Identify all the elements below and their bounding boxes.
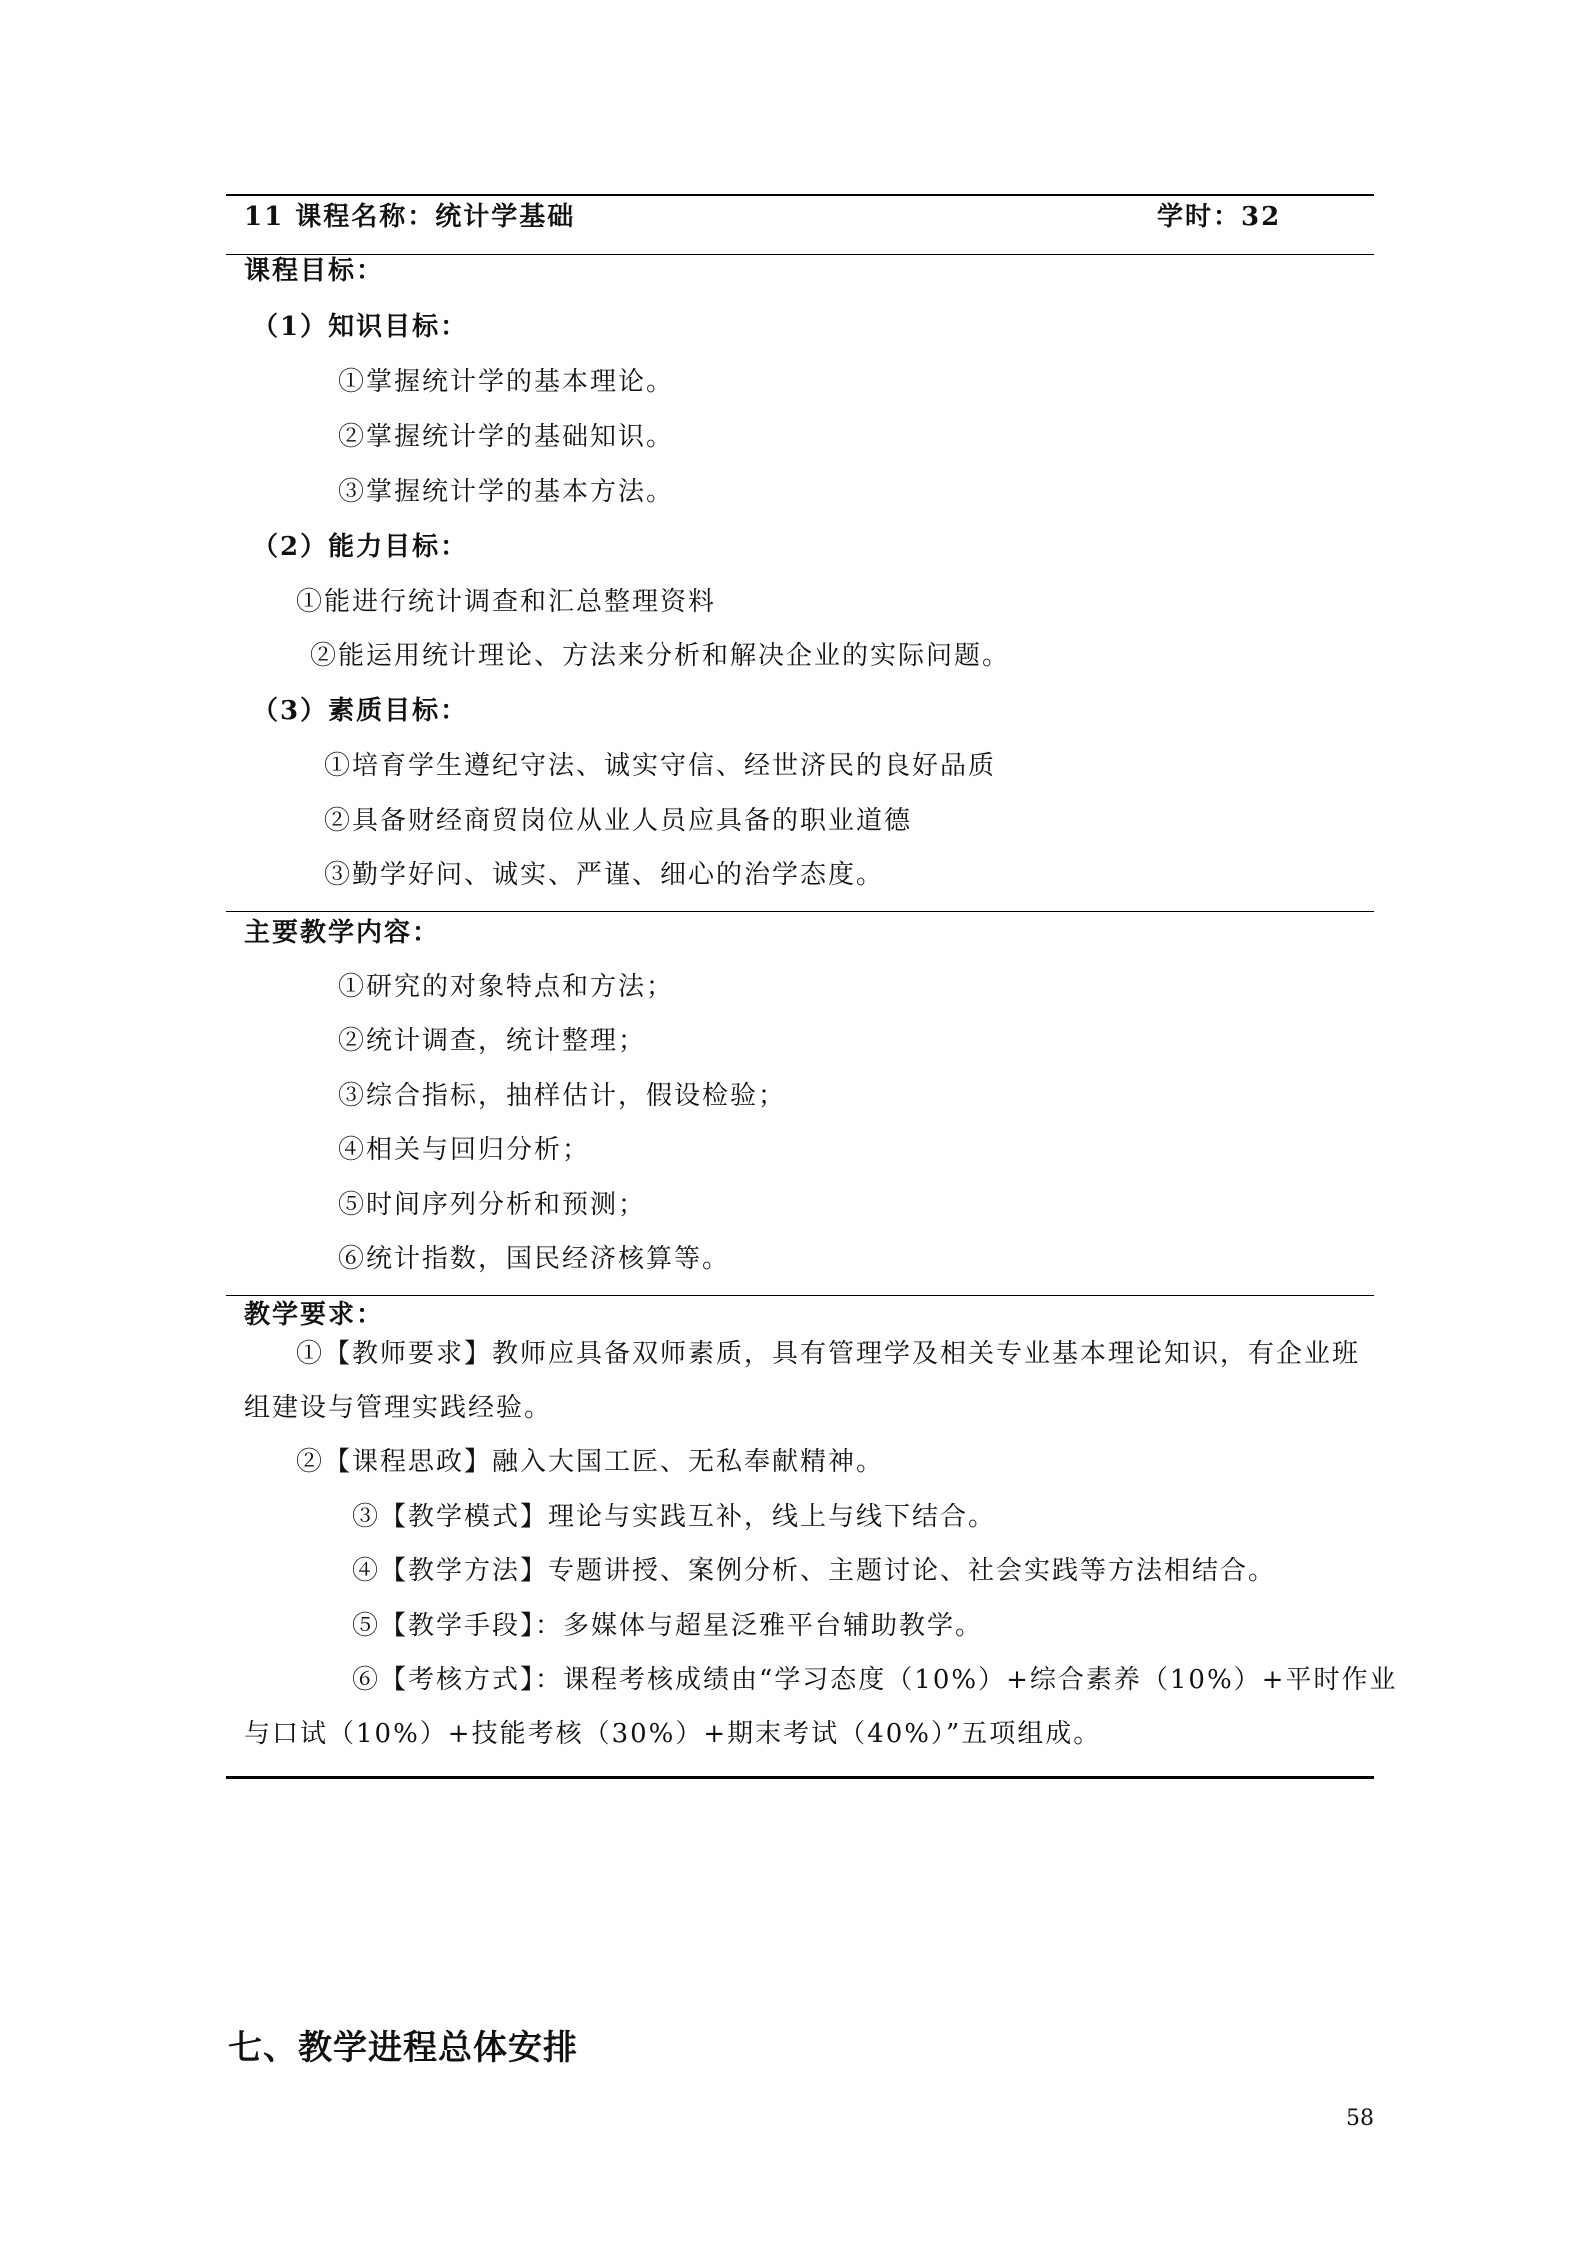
requirement-teacher: ①【教师要求】教师应具备双师素质，具有管理学及相关专业基本理论知识，有企业班 [296,1339,1361,1369]
course-hours: 学时：32 [1157,202,1282,232]
knowledge-heading: （1）知识目标： [252,312,469,342]
content-item: ③综合指标，抽样估计，假设检验； [338,1081,787,1111]
knowledge-item: ③掌握统计学的基本方法。 [338,477,675,507]
section-heading: 七、教学进程总体安排 [228,2028,578,2068]
requirement-ideology: ②【课程思政】融入大国工匠、无私奉献精神。 [296,1447,885,1477]
ability-heading: （2）能力目标： [252,532,469,562]
content-item: ⑤时间序列分析和预测； [338,1190,647,1220]
course-title: 11 课程名称：统计学基础 [244,202,576,232]
content-item: ④相关与回归分析； [338,1135,591,1165]
quality-heading: （3）素质目标： [252,696,469,726]
table-bottom-rule [226,1776,1374,1779]
content-item: ②统计调查，统计整理； [338,1026,647,1056]
requirement-assessment: ⑥【考核方式】：课程考核成绩由“学习态度（10%）+综合素养（10%）+平时作业 [352,1665,1398,1695]
content-item: ①研究的对象特点和方法； [338,972,675,1002]
requirement-method: ④【教学方法】专题讲授、案例分析、主题讨论、社会实践等方法相结合。 [352,1556,1277,1586]
objectives-divider [226,911,1374,912]
requirements-heading: 教学要求： [244,1300,385,1330]
header-divider [226,254,1374,255]
content-heading: 主要教学内容： [244,918,441,948]
objectives-heading: 课程目标： [244,256,385,286]
requirement-teacher-cont: 组建设与管理实践经验。 [244,1393,553,1423]
quality-item: ①培育学生遵纪守法、诚实守信、经世济民的良好品质 [324,751,997,781]
requirement-mode: ③【教学模式】理论与实践互补，线上与线下结合。 [352,1502,997,1532]
table-top-rule [226,194,1374,196]
requirement-means: ⑤【教学手段】：多媒体与超星泛雅平台辅助教学。 [352,1611,984,1641]
ability-item: ①能进行统计调查和汇总整理资料 [296,587,717,617]
content-item: ⑥统计指数，国民经济核算等。 [338,1244,731,1274]
knowledge-item: ①掌握统计学的基本理论。 [338,367,675,397]
content-divider [226,1295,1374,1296]
ability-item: ②能运用统计理论、方法来分析和解决企业的实际问题。 [310,641,1011,671]
requirement-assessment-cont: 与口试（10%）+技能考核（30%）+期末考试（40%）”五项组成。 [244,1719,1102,1749]
quality-item: ③勤学好问、诚实、严谨、细心的治学态度。 [324,860,885,890]
page-number: 58 [1346,2106,1374,2131]
knowledge-item: ②掌握统计学的基础知识。 [338,422,675,452]
quality-item: ②具备财经商贸岗位从业人员应具备的职业道德 [324,806,913,836]
